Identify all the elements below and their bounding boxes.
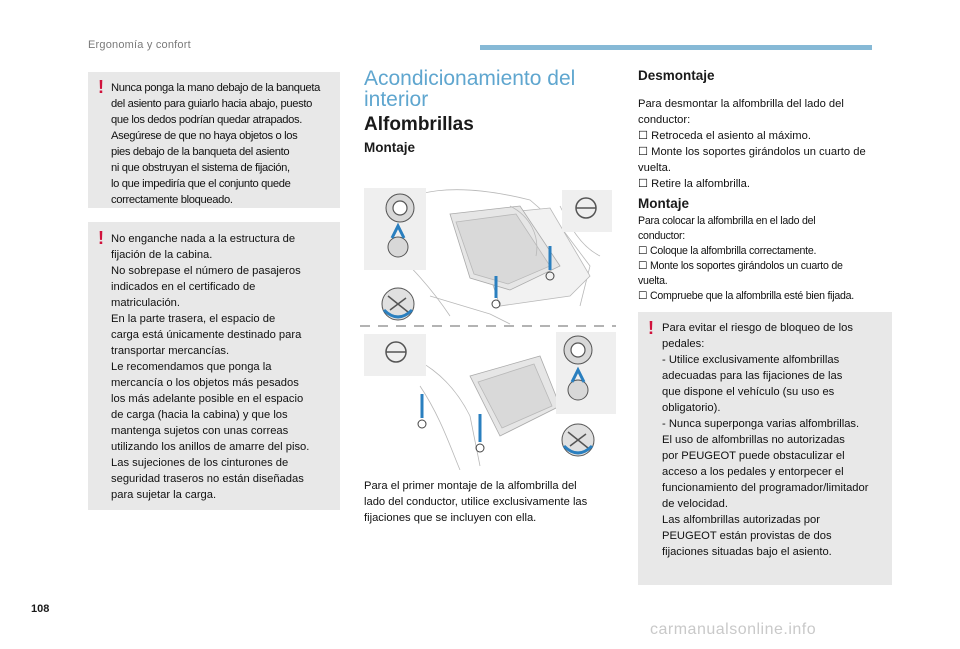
section-title: Acondicionamiento del interior (364, 67, 576, 111)
inset-upper-right (562, 190, 612, 232)
warning-text: No enganche nada a la estructura de fijación de la cabina. No sobrepase el número de pasajeros indicados en el certificado de matriculación. En la parte trasera, el espacio de carga está únicamente destinado para transportar mercancías. Le recomendamos que ponga la mercancía o los objetos más pesados los más adelante posible en el espacio de carga (hacia la cabina) y que los mantenga sujetos con unas correas utilizando los anillos de amarre del piso. Las sujeciones de los cinturones de seguridad traseros no están diseñadas para sujetar la carga. (111, 233, 310, 501)
watermark: carmanualsonline.info (650, 621, 817, 638)
first-install-paragraph: Para el primer montaje de la alfombrilla del lado del conductor, utilice exclusivamente las fijaciones que se incluyen con ella. (364, 480, 588, 524)
header-accent-bar (480, 45, 872, 50)
page-number: 108 (31, 603, 50, 615)
warning-icon: ! (648, 318, 654, 338)
warning-icon: ! (98, 228, 104, 248)
install-arrows-lower (422, 394, 480, 442)
warning-text: Nunca ponga la mano debajo de la banqueta del asiento para guiarlo hacia abajo, puesto que los dedos podrían quedar atrapados. Asegúrese de que no haya objetos o los pies debajo de la banqueta del asiento ni que obstruyan el sistema de fijación, lo que impediría que el conjunto quede correctamente bloqueado. (111, 82, 320, 206)
inset-upper-left (364, 188, 426, 270)
inset-rotate-upper (382, 288, 414, 320)
inset-lower-left (364, 334, 426, 376)
page-header-label: Ergonomía y confort (88, 39, 191, 51)
warning-box-cargo (88, 222, 340, 510)
warning-icon: ! (98, 77, 104, 97)
desmontaje-heading: Desmontaje (638, 68, 715, 83)
warning-box-pedals (638, 312, 892, 585)
montaje-steps: Para colocar la alfombrilla en el lado del conductor: ☐ Coloque la alfombrilla correctamente. ☐ Monte los soportes girándolos un cuarto de vuelta. ☐ Compruebe que la alfombrilla esté bien fijada. (638, 215, 854, 302)
inset-lower-right (556, 332, 616, 414)
montaje-heading-right: Montaje (638, 196, 690, 211)
section-subtitle: Alfombrillas (364, 114, 474, 135)
montaje-heading: Montaje (364, 140, 416, 155)
inset-rotate-lower (562, 424, 594, 456)
floor-mat-illustration (360, 186, 616, 470)
warning-text: Para evitar el riesgo de bloqueo de los pedales: - Utilice exclusivamente alfombrillas adecuadas para las fijaciones de las que dispone el vehículo (su uso es obligatorio). - Nunca superponga varias alfombrillas. El uso de alfombrillas no autorizadas por PEUGEOT puede obstaculizar el acceso a los pedales y entorpecer el funcionamiento del programador/limitador de velocidad. Las alfombrillas autorizadas por PEUGEOT están provistas de dos fijaciones situadas bajo el asiento. (662, 322, 869, 558)
desmontaje-steps: Para desmontar la alfombrilla del lado del conductor: ☐ Retroceda el asiento al máximo. ☐ Monte los soportes girándolos un cuarto de vuelta. ☐ Retire la alfombrilla. (638, 98, 866, 190)
warning-box-seat (88, 72, 340, 208)
